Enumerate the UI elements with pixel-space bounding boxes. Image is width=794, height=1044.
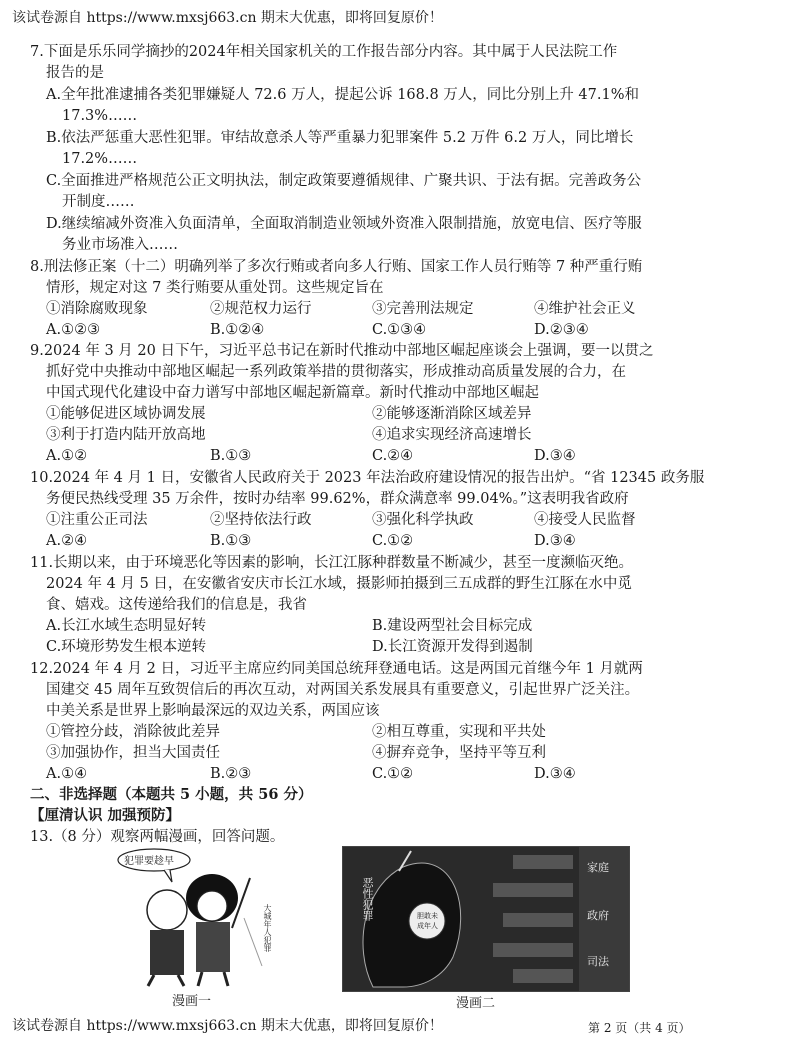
q7-option-a-2: 17.3%…… [62,108,138,124]
q8-option-b: B.①②④ [210,322,265,338]
comic-one-side-label: 大城年人犯罪 [263,904,272,952]
comic-two [342,846,630,992]
q9-item-3: ③利于打造内陆开放高地 [46,427,206,443]
q10-item-4: ④接受人民监督 [534,512,636,528]
q8-item-2: ②规范权力运行 [210,301,312,317]
q7-option-a-1: A.全年批准逮捕各类犯罪嫌疑人 72.6 万人，提起公诉 168.8 万人，同比分别上升 47.1%和 [46,87,639,103]
q12-option-d: D.③④ [534,766,576,782]
q11-option-b: B.建设两型社会目标完成 [372,618,533,634]
q9-item-2: ②能够逐渐消除区域差异 [372,406,532,422]
q9-stem-2: 抓好党中央推动中部地区崛起一系列政策举措的贯彻落实，形成推动高质量发展的合力，在 [46,364,626,380]
comic-two-body-label: 恶性犯罪 [361,877,374,921]
comic-two-label-government: 政府 [587,909,609,922]
q12-item-4: ④摒弃竞争，坚持平等互利 [372,745,546,761]
q10-option-b: B.①③ [210,533,252,549]
q8-item-1: ①消除腐败现象 [46,301,148,317]
q9-option-c: C.②④ [372,448,414,464]
q12-option-a: A.①④ [46,766,88,782]
q12-stem-1: 12.2024 年 4 月 2 日，习近平主席应约同美国总统拜登通电话。这是两国元首继今年 1 月就两 [30,661,643,677]
q11-option-c: C.环境形势发生根本逆转 [46,639,207,655]
q8-stem-1: 8.刑法修正案（十二）明确列举了多次行贿或者向多人行贿、国家工作人员行贿等 7 种严重行贿 [30,259,643,275]
q9-stem-3: 中国式现代化建设中奋力谱写中部地区崛起新篇章。新时代推动中部地区崛起 [46,385,539,401]
comic-two-head-label: 胆敢未成年人 [417,912,438,930]
q10-option-d: D.③④ [534,533,576,549]
q7-option-b-2: 17.2%…… [62,151,138,167]
q7-option-d-2: 务业市场准入…… [62,237,178,253]
q12-item-3: ③加强协作，担当大国责任 [46,745,220,761]
q7-option-c-2: 开制度…… [62,194,135,210]
q8-item-4: ④维护社会正义 [534,301,636,317]
q12-stem-3: 中美关系是世界上影响最深远的双边关系，两国应该 [46,703,380,719]
comic-two-label-family: 家庭 [587,861,609,874]
q10-stem-2: 务便民热线受理 35 万余件，按时办结率 99.62%，群众满意率 99.04%。”这表明我省政府 [46,491,629,507]
q7-stem-1: 7.下面是乐乐同学摘抄的2024年相关国家机关的工作报告部分内容。其中属于人民法院工作 [30,44,618,60]
q10-option-a: A.②④ [46,533,88,549]
q7-option-b-1: B.依法严惩重大恶性犯罪。审结故意杀人等严重暴力犯罪案件 5.2 万件 6.2 万人，同比增长 [46,130,634,146]
q9-option-a: A.①② [46,448,88,464]
footer-page-number: 第 2 页（共 4 页） [588,1021,691,1035]
q8-stem-2: 情形，规定对这 7 类行贿要从重处罚。这些规定旨在 [46,280,384,296]
header-watermark: 该试卷源自 https://www.mxsj663.cn 期末大优惠，即将回复原价！ [12,10,443,26]
q10-stem-1: 10.2024 年 4 月 1 日，安徽省人民政府关于 2023 年法治政府建设情况的报告出炉。“省 12345 政务服 [30,470,705,486]
q10-item-3: ③强化科学执政 [372,512,474,528]
q11-option-a: A.长江水域生态明显好转 [46,618,207,634]
q9-option-b: B.①③ [210,448,252,464]
q7-stem-2: 报告的是 [46,65,104,81]
q10-option-c: C.①② [372,533,414,549]
comic-two-label-judiciary: 司法 [587,955,609,968]
q9-item-4: ④追求实现经济高速增长 [372,427,532,443]
q8-option-c: C.①③④ [372,322,427,338]
q9-item-1: ①能够促进区域协调发展 [46,406,206,422]
q11-stem-1: 11.长期以来，由于环境恶化等因素的影响，长江江豚种群数量不断减少，甚至一度濒临灭绝。 [30,555,634,571]
q12-option-b: B.②③ [210,766,252,782]
q12-item-1: ①管控分歧，消除彼此差异 [46,724,220,740]
q11-stem-3: 食、嬉戏。这传递给我们的信息是，我省 [46,597,307,613]
comic-one-bubble-text: 犯罪要趁早 [124,856,174,867]
footer-watermark: 该试卷源自 https://www.mxsj663.cn 期末大优惠，即将回复原价！ [12,1018,443,1034]
q9-stem-1: 9.2024 年 3 月 20 日下午，习近平总书记在新时代推动中部地区崛起座谈会上强调，要一以贯之 [30,343,654,359]
q12-option-c: C.①② [372,766,414,782]
q11-stem-2: 2024 年 4 月 5 日，在安徽省安庆市长江水域，摄影师拍摄到三五成群的野生江豚在水中觅 [46,576,632,592]
q7-option-d-1: D.继续缩减外资准入负面清单，全面取消制造业领域外资准入限制措施，放宽电信、医疗等服 [46,216,642,232]
comic-one-drawing [112,848,282,988]
q9-option-d: D.③④ [534,448,576,464]
q10-item-1: ①注重公正司法 [46,512,148,528]
q8-item-3: ③完善刑法规定 [372,301,474,317]
comic-one-caption: 漫画一 [172,994,212,1009]
q10-item-2: ②坚持依法行政 [210,512,312,528]
q12-stem-2: 国建交 45 周年互致贺信后的再次互动，对两国关系发展具有重要意义，引起世界广泛关注。 [46,682,640,698]
q11-option-d: D.长江资源开发得到遏制 [372,639,533,655]
comic-two-caption: 漫画二 [456,996,496,1011]
q13-stem: 13.（8 分）观察两幅漫画，回答问题。 [30,829,285,845]
q12-item-2: ②相互尊重，实现和平共处 [372,724,546,740]
section-2-heading: 二、非选择题（本题共 5 小题，共 56 分） [30,786,313,803]
q8-option-d: D.②③④ [534,322,589,338]
q8-option-a: A.①②③ [46,322,101,338]
comic-one [112,848,282,988]
q7-option-c-1: C.全面推进严格规范公正文明执法，制定政策要遵循规律、广聚共识、于法有据。完善政务公 [46,173,642,189]
subsection-heading: 【厘清认识 加强预防】 [30,807,181,824]
